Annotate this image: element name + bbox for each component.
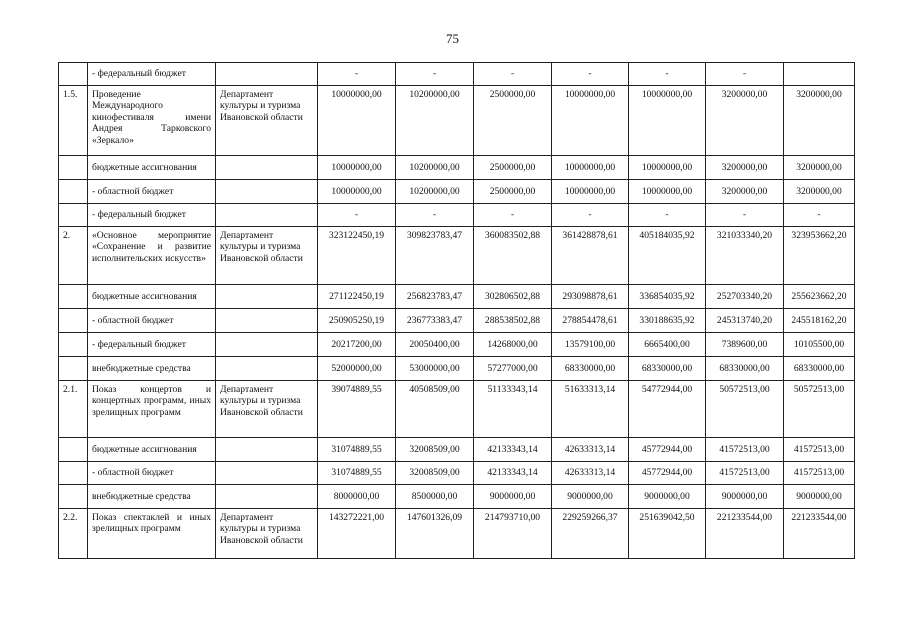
row-number-cell: 1.5. [59, 86, 88, 156]
amount-cell-year-3: - [474, 63, 552, 86]
amount-cell-year-1: - [318, 204, 396, 227]
amount-cell-year-5: 45772944,00 [629, 462, 706, 485]
amount-cell-year-5: 6665400,00 [629, 333, 706, 357]
table-row-funding [59, 462, 855, 485]
amount-cell-year-2: 8500000,00 [396, 485, 474, 509]
amount-cell-year-6: 221233544,00 [706, 509, 784, 559]
amount-cell-year-6: 245313740,20 [706, 309, 784, 333]
table-row-activity [59, 381, 855, 438]
amount-cell-year-2: 20050400,00 [396, 333, 474, 357]
amount-cell-year-3: 2500000,00 [474, 156, 552, 180]
amount-cell-year-3: 14268000,00 [474, 333, 552, 357]
amount-cell-year-7: 3200000,00 [784, 156, 855, 180]
row-number-cell [59, 485, 88, 509]
activity-name-cell [88, 485, 216, 509]
amount-cell-year-6: - [706, 204, 784, 227]
row-number-cell [59, 204, 88, 227]
amount-cell-year-6: - [706, 63, 784, 86]
activity-name-cell [88, 381, 216, 438]
amount-cell-year-3: 57277000,00 [474, 357, 552, 381]
amount-cell-year-2: 32008509,00 [396, 438, 474, 462]
amount-cell-year-4: 10000000,00 [552, 156, 629, 180]
table-row-activity [59, 509, 855, 559]
amount-cell-year-7: 10105500,00 [784, 333, 855, 357]
row-number-cell [59, 333, 88, 357]
row-number-cell [59, 156, 88, 180]
amount-cell-year-1: 31074889,55 [318, 462, 396, 485]
activity-name-cell [88, 156, 216, 180]
activity-name-text: внебюджетные средства [92, 490, 191, 502]
amount-cell-year-4: 229259266,37 [552, 509, 629, 559]
row-number-cell [59, 309, 88, 333]
amount-cell-year-7: 9000000,00 [784, 485, 855, 509]
amount-cell-year-7: 3200000,00 [784, 86, 855, 156]
row-number-cell: 2.2. [59, 509, 88, 559]
activity-name-text: Показ концертов и концертных программ, иных зрелищных программ [92, 384, 211, 418]
activity-name-text: бюджетные ассигнования [92, 443, 197, 455]
amount-cell-year-6: 68330000,00 [706, 357, 784, 381]
amount-cell-year-1: 31074889,55 [318, 438, 396, 462]
amount-cell-year-7: 68330000,00 [784, 357, 855, 381]
activity-name-cell [88, 86, 216, 156]
row-number-cell [59, 438, 88, 462]
table-row-funding [59, 180, 855, 204]
amount-cell-year-5: 54772944,00 [629, 381, 706, 438]
row-number-cell: 2.1. [59, 381, 88, 438]
activity-name-text: - федеральный бюджет [92, 338, 186, 350]
row-number-cell [59, 63, 88, 86]
amount-cell-year-6: 9000000,00 [706, 485, 784, 509]
table-row-funding [59, 285, 855, 309]
activity-name-cell [88, 438, 216, 462]
amount-cell-year-3: 9000000,00 [474, 485, 552, 509]
amount-cell-year-5: 45772944,00 [629, 438, 706, 462]
activity-name-text: - федеральный бюджет [92, 68, 186, 80]
amount-cell-year-3: 214793710,00 [474, 509, 552, 559]
table-row-funding [59, 309, 855, 333]
amount-cell-year-6: 252703340,20 [706, 285, 784, 309]
amount-cell-year-4: 278854478,61 [552, 309, 629, 333]
amount-cell-year-5: 10000000,00 [629, 86, 706, 156]
activity-name-text: - областной бюджет [92, 314, 174, 326]
amount-cell-year-7: 41572513,00 [784, 462, 855, 485]
amount-cell-year-4: 10000000,00 [552, 180, 629, 204]
amount-cell-year-5: 68330000,00 [629, 357, 706, 381]
amount-cell-year-2: 32008509,00 [396, 462, 474, 485]
executor-cell [216, 357, 318, 381]
amount-cell-year-7: 245518162,20 [784, 309, 855, 333]
activity-name-text: внебюджетные средства [92, 362, 191, 374]
executor-cell: Департамент культуры и туризма Ивановской области [216, 227, 318, 285]
amount-cell-year-7: 221233544,00 [784, 509, 855, 559]
amount-cell-year-5: - [629, 63, 706, 86]
amount-cell-year-1: 8000000,00 [318, 485, 396, 509]
amount-cell-year-3: 51133343,14 [474, 381, 552, 438]
amount-cell-year-5: 336854035,92 [629, 285, 706, 309]
activity-name-cell [88, 309, 216, 333]
row-number-cell [59, 357, 88, 381]
amount-cell-year-3: 302806502,88 [474, 285, 552, 309]
amount-cell-year-4: 293098878,61 [552, 285, 629, 309]
amount-cell-year-1: 250905250,19 [318, 309, 396, 333]
amount-cell-year-1: 10000000,00 [318, 156, 396, 180]
amount-cell-year-2: 40508509,00 [396, 381, 474, 438]
amount-cell-year-5: 9000000,00 [629, 485, 706, 509]
activity-name-text: - областной бюджет [92, 185, 174, 197]
table-row-activity [59, 86, 855, 156]
amount-cell-year-4: - [552, 204, 629, 227]
activity-name-text: Проведение Международного кинофестиваля имени Андрея Тарковского «Зеркало» [92, 89, 211, 146]
amount-cell-year-7: - [784, 204, 855, 227]
executor-cell [216, 309, 318, 333]
amount-cell-year-5: 10000000,00 [629, 156, 706, 180]
activity-name-text: бюджетные ассигнования [92, 161, 197, 173]
amount-cell-year-5: 405184035,92 [629, 227, 706, 285]
amount-cell-year-4: 51633313,14 [552, 381, 629, 438]
amount-cell-year-6: 7389600,00 [706, 333, 784, 357]
table-row-funding [59, 333, 855, 357]
activity-name-cell [88, 227, 216, 285]
amount-cell-year-6: 321033340,20 [706, 227, 784, 285]
row-number-cell: 2. [59, 227, 88, 285]
amount-cell-year-7: 323953662,20 [784, 227, 855, 285]
activity-name-text: - областной бюджет [92, 467, 174, 479]
amount-cell-year-1: 143272221,00 [318, 509, 396, 559]
amount-cell-year-2: - [396, 204, 474, 227]
amount-cell-year-4: - [552, 63, 629, 86]
activity-name-cell [88, 509, 216, 559]
amount-cell-year-2: 256823783,47 [396, 285, 474, 309]
activity-name-cell [88, 333, 216, 357]
executor-cell: Департамент культуры и туризма Ивановской области [216, 509, 318, 559]
amount-cell-year-3: - [474, 204, 552, 227]
executor-cell [216, 204, 318, 227]
amount-cell-year-4: 42633313,14 [552, 438, 629, 462]
amount-cell-year-6: 3200000,00 [706, 86, 784, 156]
executor-cell: Департамент культуры и туризма Ивановской области [216, 381, 318, 438]
executor-cell [216, 485, 318, 509]
amount-cell-year-1: 39074889,55 [318, 381, 396, 438]
activity-name-cell [88, 180, 216, 204]
activity-name-text: «Основное мероприятие «Сохранение и развитие исполнительских искусств» [92, 230, 211, 264]
amount-cell-year-3: 42133343,14 [474, 438, 552, 462]
amount-cell-year-1: - [318, 63, 396, 86]
executor-cell [216, 462, 318, 485]
executor-cell [216, 438, 318, 462]
executor-cell [216, 63, 318, 86]
amount-cell-year-1: 20217200,00 [318, 333, 396, 357]
row-number-cell [59, 285, 88, 309]
amount-cell-year-7: 3200000,00 [784, 180, 855, 204]
amount-cell-year-4: 9000000,00 [552, 485, 629, 509]
activity-name-text: Показ спектаклей и иных зрелищных программ [92, 512, 211, 535]
executor-cell [216, 156, 318, 180]
executor-cell: Департамент культуры и туризма Ивановской области [216, 86, 318, 156]
amount-cell-year-2: 10200000,00 [396, 86, 474, 156]
amount-cell-year-2: 10200000,00 [396, 156, 474, 180]
amount-cell-year-2: 309823783,47 [396, 227, 474, 285]
amount-cell-year-4: 13579100,00 [552, 333, 629, 357]
activity-name-cell [88, 285, 216, 309]
executor-cell [216, 285, 318, 309]
table-row-funding [59, 357, 855, 381]
executor-cell [216, 333, 318, 357]
amount-cell-year-6: 3200000,00 [706, 156, 784, 180]
amount-cell-year-3: 2500000,00 [474, 180, 552, 204]
table-row-funding [59, 156, 855, 180]
activity-name-text: бюджетные ассигнования [92, 290, 197, 302]
amount-cell-year-6: 41572513,00 [706, 462, 784, 485]
amount-cell-year-1: 10000000,00 [318, 86, 396, 156]
row-number-cell [59, 180, 88, 204]
amount-cell-year-1: 52000000,00 [318, 357, 396, 381]
page-number: 75 [446, 31, 459, 46]
amount-cell-year-1: 323122450,19 [318, 227, 396, 285]
amount-cell-year-3: 288538502,88 [474, 309, 552, 333]
amount-cell-year-3: 42133343,14 [474, 462, 552, 485]
amount-cell-year-3: 2500000,00 [474, 86, 552, 156]
activity-name-cell [88, 63, 216, 86]
budget-table [58, 62, 855, 559]
amount-cell-year-3: 360083502,88 [474, 227, 552, 285]
table-row-funding [59, 63, 855, 86]
amount-cell-year-2: 236773383,47 [396, 309, 474, 333]
amount-cell-year-7: 41572513,00 [784, 438, 855, 462]
activity-name-cell [88, 204, 216, 227]
table-row-activity [59, 227, 855, 285]
activity-name-cell [88, 357, 216, 381]
amount-cell-year-2: - [396, 63, 474, 86]
amount-cell-year-5: - [629, 204, 706, 227]
amount-cell-year-5: 330188635,92 [629, 309, 706, 333]
amount-cell-year-2: 147601326,09 [396, 509, 474, 559]
amount-cell-year-2: 10200000,00 [396, 180, 474, 204]
table-row-funding [59, 204, 855, 227]
amount-cell-year-4: 42633313,14 [552, 462, 629, 485]
amount-cell-year-7: 255623662,20 [784, 285, 855, 309]
amount-cell-year-6: 3200000,00 [706, 180, 784, 204]
amount-cell-year-1: 10000000,00 [318, 180, 396, 204]
table-row-funding [59, 438, 855, 462]
amount-cell-year-6: 50572513,00 [706, 381, 784, 438]
amount-cell-year-4: 68330000,00 [552, 357, 629, 381]
amount-cell-year-6: 41572513,00 [706, 438, 784, 462]
amount-cell-year-4: 361428878,61 [552, 227, 629, 285]
amount-cell-year-5: 10000000,00 [629, 180, 706, 204]
amount-cell-year-7: 50572513,00 [784, 381, 855, 438]
row-number-cell [59, 462, 88, 485]
activity-name-text: - федеральный бюджет [92, 209, 186, 221]
amount-cell-year-5: 251639042,50 [629, 509, 706, 559]
amount-cell-year-2: 53000000,00 [396, 357, 474, 381]
table-row-funding [59, 485, 855, 509]
executor-cell [216, 180, 318, 204]
amount-cell-year-1: 271122450,19 [318, 285, 396, 309]
amount-cell-year-7 [784, 63, 855, 86]
activity-name-cell [88, 462, 216, 485]
amount-cell-year-4: 10000000,00 [552, 86, 629, 156]
